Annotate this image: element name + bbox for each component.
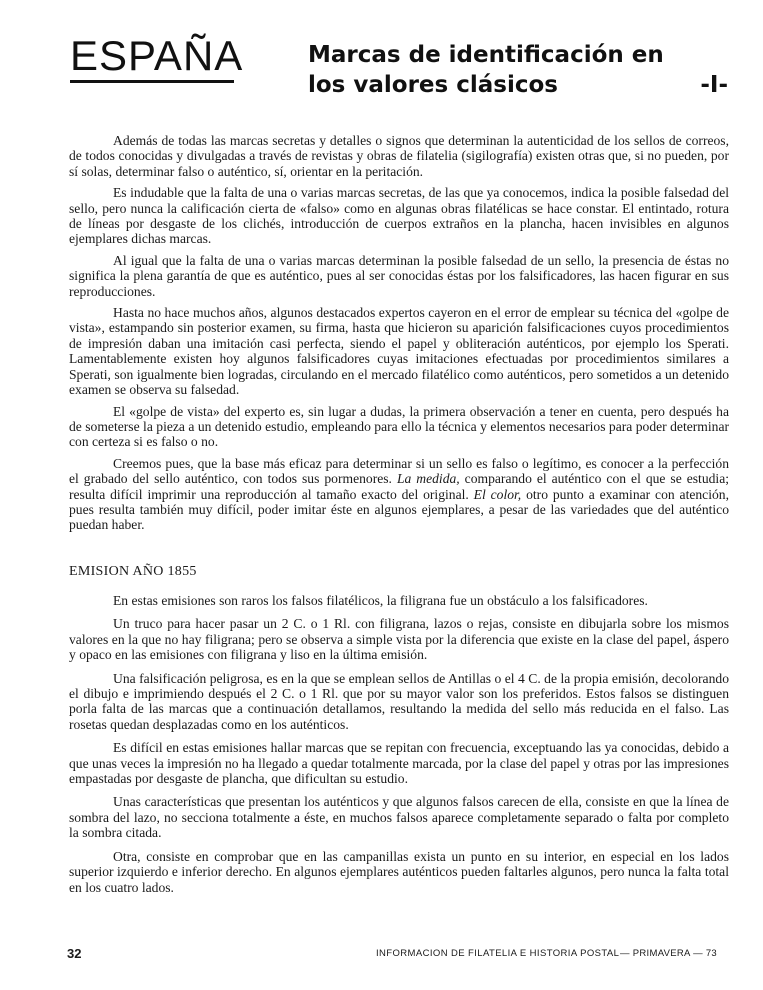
paragraph: Unas características que presentan los auténticos y que algunos falsos carecen de ella, consiste en que la línea de sombra del lazo, no secciona totalmente a éste, en muchos falsos aparece completamente separado o falta por completo la sombra citada. [69, 794, 729, 841]
heading-underline [70, 80, 234, 83]
paragraph: Es difícil en estas emisiones hallar marcas que se repitan con frecuencia, exceptuando las ya conocidas, debido a que unas veces la impresión no ha llegado a quedar totalmente marcada, por la clase del papel y otras por las impresiones empastadas por desgaste de plancha, que dificultan su estudio. [69, 740, 729, 787]
page-header [0, 0, 763, 110]
publication-name: INFORMACION DE FILATELIA E HISTORIA POSTAL [376, 948, 620, 959]
article-title [308, 40, 733, 100]
paragraph: Hasta no hace muchos años, algunos destacados expertos cayeron en el error de emplear su técnica del «golpe de vista», estampando sin posterior examen, su firma, hasta que hicieron su aparición falsificaciones cuyos procedimientos de impresión daban una imitación casi perfecta, siendo el papel y obliteración auténticos, por ejemplo los Sperati. Lamentablemente existen hoy algunos falsificadores cuyas imitaciones efectuadas por procedimientos similares a Sperati, son igualmente bien logradas, circulando en el mercado filatélico como auténticos, pero sometidos a un detenido examen se observa su falsedad. [69, 305, 729, 398]
page-number: 32 [67, 946, 82, 961]
paragraph-text: Creemos pues, que la base más eficaz para determinar si un sello es falso o legítimo, es conocer a la perfección el grabado del sello auténtico, con todos sus pormenores. [69, 455, 729, 487]
intro-text [69, 133, 729, 539]
paragraph: Un truco para hacer pasar un 2 C. o 1 Rl. con filigrana, lazos o rejas, consiste en dibujarla sobre los mismos valores en la que no hay filigrana; pero se observa a simple vista por la diferencia que existe en la clase del papel, áspero y opaco en las emisiones con filigrana y liso en la última emisión. [69, 616, 729, 663]
issue-label: — PRIMAVERA — 73 [620, 948, 718, 959]
section-text [69, 593, 729, 903]
country-heading: ESPAÑA [70, 32, 244, 79]
paragraph: En estas emisiones son raros los falsos filatélicos, la filigrana fue un obstáculo a los falsificadores. [113, 593, 648, 608]
part-number: -I- [700, 72, 728, 98]
paragraph: Es indudable que la falta de una o varias marcas secretas, de las que ya conocemos, indica la posible falsedad del sello, pero nunca la calificación cierta de «falso» como en algunas obras filatélicas se hace constar. El entintado, rotura de líneas por desgaste de los clichés, introducción de cuerpos extraños en la plancha, hacen invisibles en algunos ejemplares dichas marcas. [69, 185, 729, 247]
paragraph-text: otro punto a examinar con atención, pues resulta también muy difícil, poder imitar éste en algunos ejemplares, a pesar de las variedades que del auténtico puedan haber. [69, 486, 729, 533]
paragraph-text: comparando el auténtico con el que se estudia; resulta difícil imprimir una reproducción al tamaño exacto del original. [69, 471, 730, 502]
paragraph: Al igual que la falta de una o varias marcas determinan la posible falsedad de un sello, la presencia de éstas no significa la plena garantía de que es auténtico, pues al ser conocidas éstas por los falsificadores, las hacen figurar en sus reproducciones. [69, 252, 729, 299]
paragraph: Una falsificación peligrosa, es en la que se emplean sellos de Antillas o el 4 C. de la propia emisión, decolorando el dibujo e imprimiendo después el 2 C. o 1 Rl. que por su mayor valor son los preferidos. Estos falsos se distinguen porla falta de las marcas que a continuación detallamos, resultando la medida del sello más reducida en el falso. Las rosetas quedan desplazadas como en los auténticos. [69, 670, 729, 732]
page-footer [0, 944, 763, 968]
paragraph [69, 456, 729, 533]
title-line-2-text: los valores clásicos [308, 72, 558, 98]
title-line-1: Marcas de identificación en [308, 42, 664, 68]
emphasis-measure: La medida, [396, 471, 460, 487]
paragraph: El «golpe de vista» del experto es, sin lugar a dudas, la primera observación a tener en cuenta, pero después ha de someterse la pieza a un detenido estudio, empleando para ello la técnica y elementos necesarios para poder determinar con certeza si es falso o no. [69, 403, 729, 450]
paragraph: Además de todas las marcas secretas y detalles o signos que determinan la autenticidad de los sellos de correos, de todos conocidas y divulgadas a través de revistas y obras de filatelia (sigilografía) existen otras que, si no pueden, por sí solas, determinar falso o auténtico, sí, orientar en la peritación. [69, 133, 729, 179]
emphasis-color: El color, [473, 486, 522, 502]
paragraph: Otra, consiste en comprobar que en las campanillas exista un punto en su interior, en especial en los lados superior izquierdo e inferior derecho. En algunos ejemplares auténticos pueden faltarles algunos, pero nunca la falta total en los cuatro lados. [69, 848, 729, 895]
title-line-2 [308, 70, 733, 100]
section-heading: EMISION AÑO 1855 [69, 564, 197, 579]
